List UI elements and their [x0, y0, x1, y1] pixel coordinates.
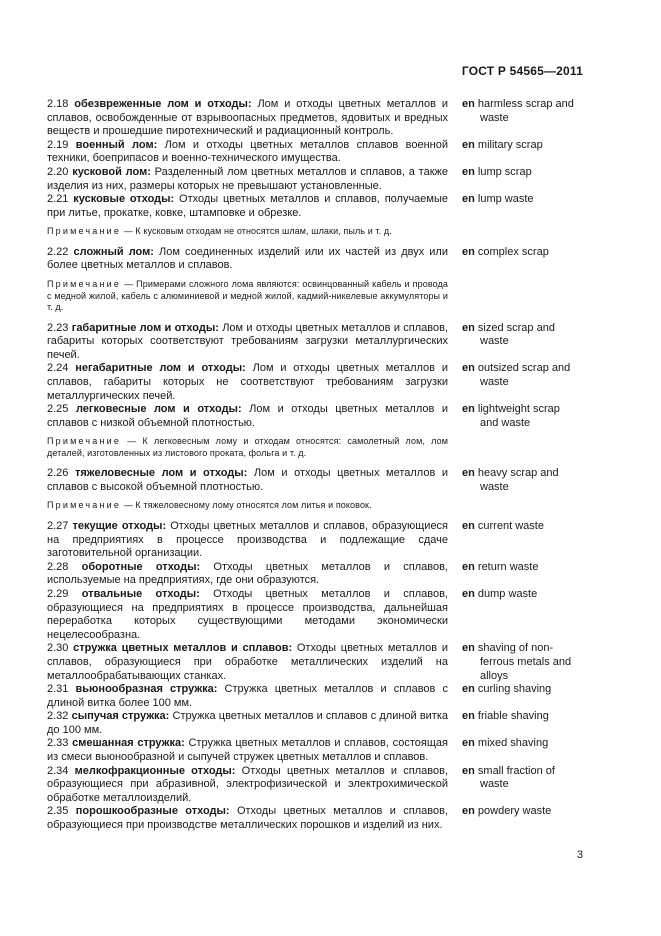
term-text: Стружка цветных металлов и сплавов с длиной витка до 100 мм.: [47, 710, 449, 736]
term-definition: [47, 642, 448, 683]
english-term-cont: ferrous metals and: [480, 655, 572, 668]
term-name: текущие отходы:: [72, 519, 167, 532]
lang-tag: en: [462, 519, 475, 532]
term-name: стружка цветных металлов и сплавов:: [73, 642, 293, 655]
term-name: военный лом:: [75, 138, 158, 151]
term-text: Лом и отходы цветных металлов сплавов военной техники, боеприпасов и военно-технического имущества.: [47, 138, 448, 165]
note-label: Примечание: [47, 226, 122, 237]
lang-tag: en: [462, 98, 475, 110]
term-entry-2-20: [47, 166, 583, 193]
term-name: негабаритные лом и отходы:: [75, 362, 246, 375]
term-text: Отходы цветных металлов и сплавов, образующиеся при обработке металлических изделий на металлообрабатывающих станках.: [47, 642, 448, 682]
english-equivalent: [462, 520, 583, 534]
term-number: 2.32: [47, 710, 69, 723]
english-term: curling shaving: [477, 683, 552, 696]
term-number: 2.27: [47, 519, 69, 532]
term-name: вьюнообразная стружка:: [75, 683, 218, 696]
english-term-cont: waste: [480, 335, 509, 348]
term-name: отвальные отходы:: [81, 587, 200, 600]
term-entry-2-34: [47, 765, 583, 806]
term-text: Отходы цветных металлов и сплавов, образующиеся при производстве металлических порошков и изделий из них.: [47, 805, 448, 832]
term-number: 2.35: [47, 805, 69, 818]
term-name: смешанная стружка:: [72, 737, 185, 750]
term-definition: [47, 193, 448, 220]
term-definition: [47, 520, 448, 561]
term-number: 2.34: [47, 764, 69, 777]
term-entry-2-32: [47, 710, 583, 737]
term-definition: [47, 737, 448, 764]
lang-tag: en: [462, 560, 475, 573]
term-entry-2-31: [47, 683, 583, 710]
term-text: Лом и отходы цветных металлов и сплавов, габариты которых соответствуют требованиям загрузки металлургических печей.: [47, 321, 448, 361]
english-equivalent: [462, 710, 583, 724]
term-definition: [47, 322, 448, 363]
term-entry-2-18: [47, 98, 583, 139]
english-term: mixed shaving: [477, 737, 549, 750]
term-number: 2.23: [47, 321, 69, 334]
term-text: Стружка цветных металлов и сплавов с длиной витка более 100 мм.: [47, 683, 448, 709]
english-equivalent: [462, 805, 583, 819]
term-number: 2.30: [47, 642, 69, 655]
english-equivalent: [462, 246, 583, 260]
english-term-cont: waste: [480, 375, 509, 388]
term-name: тяжеловесные лом и отходы:: [75, 467, 248, 480]
term-definition: [47, 561, 448, 588]
english-term: outsized scrap and: [477, 362, 571, 375]
english-term: lump scrap: [477, 165, 532, 178]
term-text: Лом и отходы цветных металлов и сплавов с высокой объемной плотностью.: [47, 467, 448, 493]
lang-tag: en: [462, 467, 475, 480]
term-text: Отходы цветных металлов и сплавов, получаемые при литье, прокатке, ковке, штамповке и обрезке.: [47, 193, 449, 219]
term-name: мелкофракционные отходы:: [74, 764, 236, 777]
term-name: оборотные отходы:: [81, 560, 201, 573]
term-entry-2-29: [47, 588, 583, 642]
lang-tag: en: [462, 642, 475, 655]
document-id: ГОСТ Р 54565—2011: [461, 64, 583, 78]
term-number: 2.20: [47, 165, 69, 178]
english-term-cont: waste: [480, 111, 509, 124]
lang-tag: en: [462, 403, 475, 416]
english-term: harmless scrap and: [477, 98, 574, 110]
term-text: Лом соединенных изделий или их частей из двух или более цветных металлов и сплавов.: [47, 245, 448, 272]
lang-tag: en: [462, 193, 475, 206]
term-text: Разделенный лом цветных металлов и сплавов, а также изделия из них, размеры которых не превышают установленные.: [47, 165, 448, 192]
term-number: 2.28: [47, 560, 69, 573]
english-term-cont: and waste: [480, 416, 531, 429]
english-term: lump waste: [477, 193, 534, 206]
term-entry-2-19: [47, 139, 583, 166]
english-term: shaving of non-: [477, 642, 554, 655]
english-equivalent: [462, 683, 583, 697]
term-entry-2-27: [47, 520, 583, 561]
english-equivalent: [462, 362, 583, 389]
english-equivalent: [462, 98, 583, 125]
term-definition: [47, 683, 448, 710]
term-number: 2.25: [47, 403, 69, 416]
term-definition: [47, 166, 448, 193]
term-name: сложный лом:: [73, 245, 154, 258]
terms-section: [47, 98, 583, 833]
english-equivalent: [462, 561, 583, 575]
note: [47, 436, 448, 459]
term-definition: [47, 362, 448, 403]
english-term: lightweight scrap: [477, 403, 560, 416]
lang-tag: en: [462, 805, 475, 818]
term-definition: [47, 710, 448, 737]
note: [47, 226, 448, 238]
term-text: Отходы цветных металлов и сплавов, используемые на предприятиях, где они образуются.: [47, 560, 448, 587]
term-entry-2-25: [47, 403, 583, 430]
term-text: Отходы цветных металлов и сплавов, образующиеся на предприятиях в процессе производства, дальнейшая переработка которых существующими методами экономически нецелесообразна.: [47, 587, 448, 641]
term-definition: [47, 805, 448, 832]
lang-tag: en: [462, 165, 475, 178]
term-definition: [47, 246, 448, 273]
term-definition: [47, 98, 448, 139]
term-entry-2-26: [47, 467, 583, 494]
term-name: легковесные лом и отходы:: [75, 403, 242, 416]
term-name: сыпучая стружка:: [71, 710, 170, 723]
term-entry-2-35: [47, 805, 583, 832]
term-number: 2.33: [47, 737, 69, 750]
term-number: 2.29: [47, 587, 69, 600]
english-equivalent: [462, 737, 583, 751]
note-text: — К кусковым отходам не относятся шлам, шлаки, пыль и т. д.: [123, 226, 392, 237]
page-number: 3: [576, 849, 583, 861]
english-term: friable shaving: [477, 710, 549, 723]
english-term: military scrap: [477, 138, 543, 151]
lang-tag: en: [462, 245, 475, 258]
term-text: Стружка цветных металлов и сплавов, состоящая из смеси вьюнообразной и сыпучей стружек цветных металлов и сплавов.: [47, 737, 448, 764]
term-text: Отходы цветных металлов и сплавов, образующиеся на предприятиях в процессе производства и подлежащие сдаче заготовительной организации.: [47, 519, 449, 560]
term-number: 2.21: [47, 193, 69, 206]
english-term-cont: waste: [480, 480, 509, 493]
term-number: 2.31: [47, 683, 69, 696]
lang-tag: en: [462, 764, 475, 777]
note-text: — Примерами сложного лома являются: освинцованный кабель и провода с медной жилой, кабель с алюминиевой и медной жилой, кадмий-никелевые аккумуляторы и т. д.: [47, 279, 448, 313]
term-entry-2-24: [47, 362, 583, 403]
term-name: порошкообразные отходы:: [75, 805, 230, 818]
english-term: return waste: [477, 560, 539, 573]
lang-tag: en: [462, 362, 475, 375]
english-term: small fraction of: [477, 764, 555, 777]
english-term: current waste: [477, 519, 544, 532]
term-definition: [47, 403, 448, 430]
english-equivalent: [462, 193, 583, 207]
term-entry-2-23: [47, 322, 583, 363]
english-equivalent: [462, 166, 583, 180]
note: [47, 279, 448, 314]
note-text: — К легковесным лому и отходам относятся: самолетный лом, лом деталей, изготовленных из листового проката, фольга и т. д.: [47, 436, 448, 458]
note-label: Примечание: [47, 500, 122, 511]
term-text: Лом и отходы цветных металлов и сплавов с низкой объемной плотностью.: [47, 403, 449, 429]
english-equivalent: [462, 642, 583, 683]
english-equivalent: [462, 322, 583, 349]
term-entry-2-21: [47, 193, 583, 220]
lang-tag: en: [462, 321, 475, 334]
english-equivalent: [462, 765, 583, 792]
term-text: Лом и отходы цветных металлов и сплавов, освобожденные от взрывоопасных предметов, ядовитых и вредных веществ и прошедшие пиротехнический и радиационный контроль.: [47, 98, 448, 138]
term-number: 2.19: [47, 138, 69, 151]
note-label: Примечание: [47, 436, 122, 447]
lang-tag: en: [462, 737, 475, 750]
term-number: 2.24: [47, 362, 69, 375]
english-term: dump waste: [477, 587, 538, 600]
note-label: Примечание: [47, 279, 122, 290]
english-term: powdery waste: [477, 805, 552, 818]
term-definition: [47, 139, 448, 166]
term-name: обезвреженные лом и отходы:: [74, 98, 252, 110]
lang-tag: en: [462, 683, 475, 696]
term-text: Отходы цветных металлов и сплавов, образующиеся при абразивной, электрофизической и электрохимической обработке металлоизделий.: [47, 764, 448, 804]
term-definition: [47, 765, 448, 806]
term-number: 2.26: [47, 467, 69, 480]
english-term-cont: alloys: [480, 669, 509, 682]
english-term: complex scrap: [477, 245, 549, 258]
lang-tag: en: [462, 138, 475, 151]
term-definition: [47, 588, 448, 642]
term-number: 2.22: [47, 245, 69, 258]
english-term: heavy scrap and: [477, 467, 559, 480]
lang-tag: en: [462, 587, 475, 600]
term-entry-2-22: [47, 246, 583, 273]
term-text: Лом и отходы цветных металлов и сплавов, габариты которых не соответствуют требованиям загрузки металлургических печей.: [47, 362, 448, 402]
term-name: габаритные лом и отходы:: [71, 321, 219, 334]
english-equivalent: [462, 588, 583, 602]
term-name: кусковые отходы:: [73, 193, 175, 206]
lang-tag: en: [462, 710, 475, 723]
term-entry-2-30: [47, 642, 583, 683]
term-entry-2-33: [47, 737, 583, 764]
term-definition: [47, 467, 448, 494]
term-number: 2.18: [47, 98, 69, 110]
english-equivalent: [462, 403, 583, 430]
term-name: кусковой лом:: [72, 165, 151, 178]
english-term-cont: waste: [480, 778, 509, 791]
note: [47, 500, 448, 512]
term-entry-2-28: [47, 561, 583, 588]
note-text: — К тяжеловесному лому относятся лом литья и поковок.: [123, 500, 372, 511]
english-equivalent: [462, 467, 583, 494]
english-term: sized scrap and: [477, 321, 555, 334]
english-equivalent: [462, 139, 583, 153]
